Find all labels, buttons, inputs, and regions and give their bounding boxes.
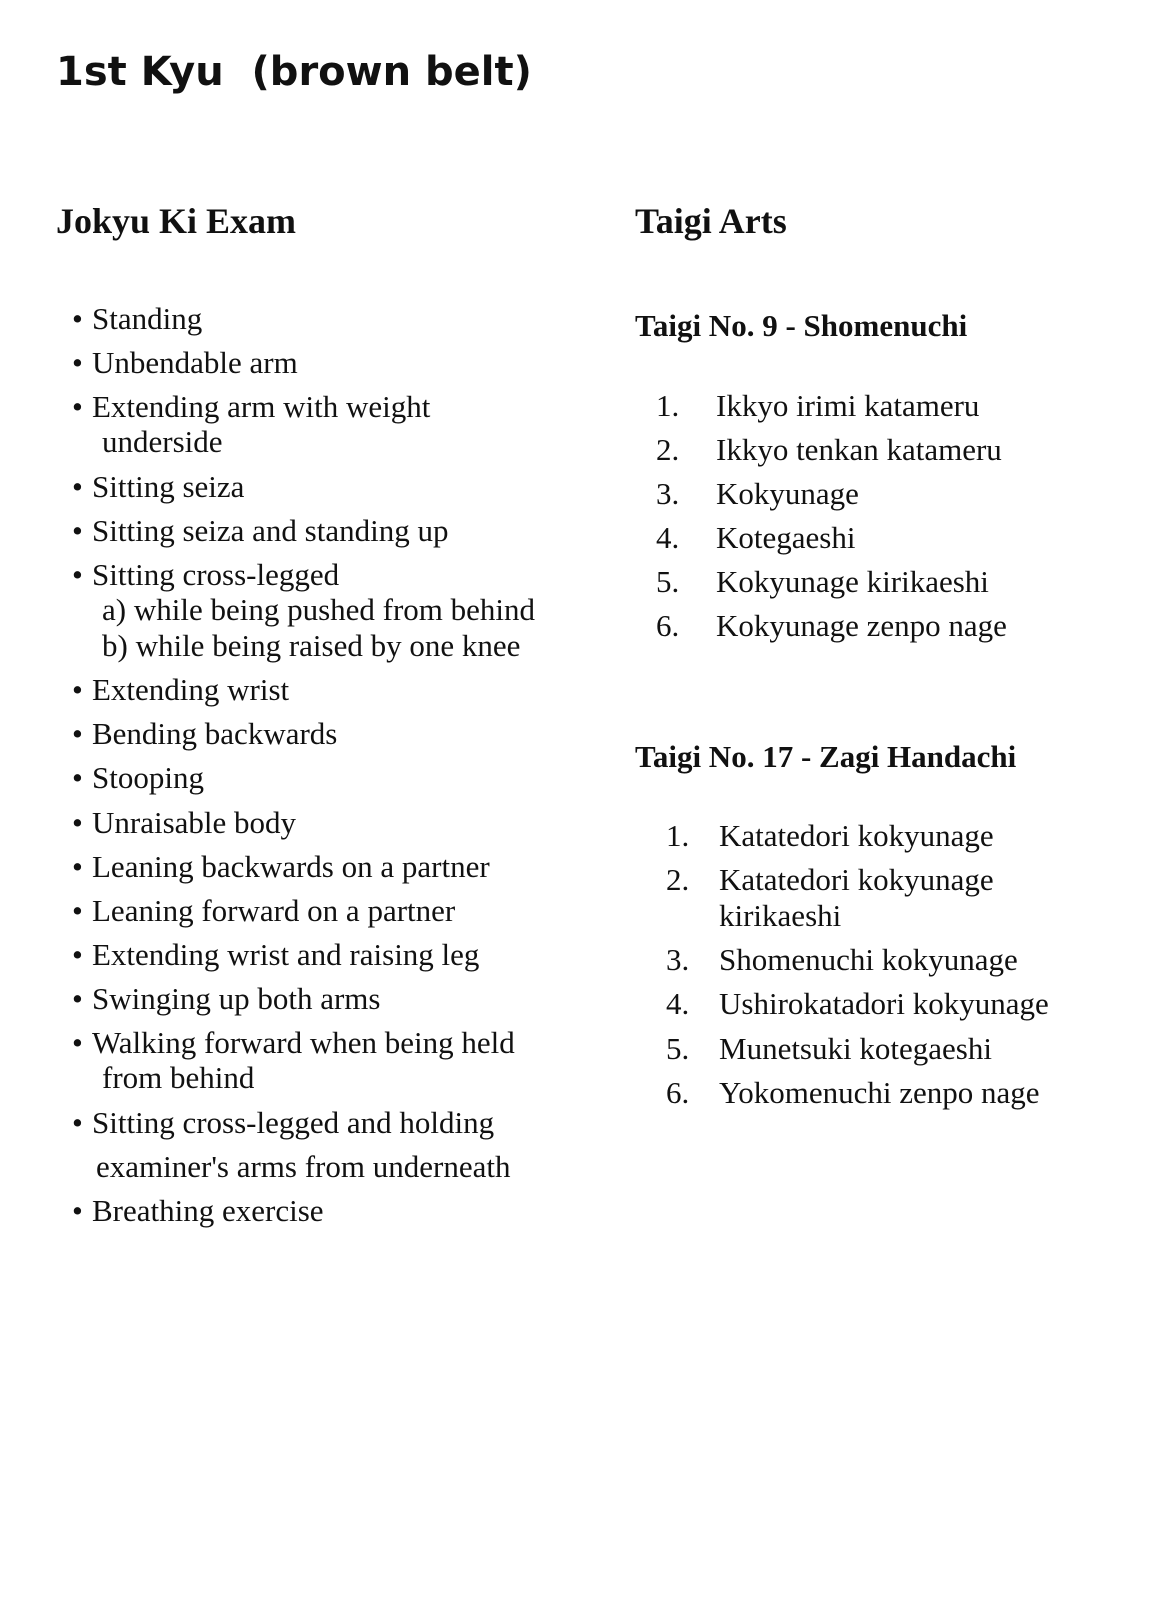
list-item: • Sitting cross-legged and holding [72, 1105, 495, 1140]
list-item-number: 6. [666, 1075, 690, 1110]
list-item-continuation: from behind [102, 1060, 255, 1095]
bullet-icon: • [72, 513, 83, 548]
list-item-number: 5. [656, 564, 680, 599]
list-item: Shomenuchi kokyunage [719, 942, 1018, 977]
list-item: • Bending backwards [72, 716, 338, 751]
bullet-icon: • [72, 981, 83, 1016]
bullet-icon: • [72, 849, 83, 884]
list-item: • Stooping [72, 760, 204, 795]
list-item-number: 6. [656, 608, 680, 643]
list-item-number: 3. [666, 942, 690, 977]
list-item-number: 4. [656, 520, 680, 555]
bullet-icon: • [72, 1025, 83, 1060]
list-item: Kotegaeshi [716, 520, 856, 555]
list-item: Kokyunage [716, 476, 859, 511]
bullet-icon: • [72, 805, 83, 840]
list-item-number: 3. [656, 476, 680, 511]
bullet-icon: • [72, 760, 83, 795]
list-item: • Sitting seiza and standing up [72, 513, 449, 548]
bullet-icon: • [72, 716, 83, 751]
list-item: Munetsuki kotegaeshi [719, 1031, 992, 1066]
list-item-continuation: kirikaeshi [719, 898, 842, 933]
list-item-number: 1. [656, 388, 680, 423]
list-item: • Extending arm with weight [72, 389, 431, 424]
list-item: • Unbendable arm [72, 345, 298, 380]
list-item: • Breathing exercise [72, 1193, 324, 1228]
list-item-continuation: examiner's arms from underneath [96, 1149, 511, 1184]
list-item-number: 2. [666, 862, 690, 897]
list-item: • Standing [72, 301, 203, 336]
bullet-icon: • [72, 469, 83, 504]
list-item: Yokomenuchi zenpo nage [719, 1075, 1040, 1110]
list-item-number: 2. [656, 432, 680, 467]
list-item: Kokyunage kirikaeshi [716, 564, 989, 599]
bullet-icon: • [72, 557, 83, 592]
bullet-icon: • [72, 937, 83, 972]
bullet-icon: • [72, 345, 83, 380]
list-item-continuation: a) while being pushed from behind [102, 592, 536, 627]
list-item: • Sitting cross-legged [72, 557, 340, 592]
list-item: • Leaning forward on a partner [72, 893, 456, 928]
list-item: • Extending wrist and raising leg [72, 937, 480, 972]
list-item-continuation: b) while being raised by one knee [102, 628, 521, 663]
list-item: Ikkyo tenkan katameru [716, 432, 1002, 467]
list-item: • Walking forward when being held [72, 1025, 515, 1060]
taigi-9-heading: Taigi No. 9 - Shomenuchi [635, 308, 968, 343]
list-item: Katatedori kokyunage [719, 862, 994, 897]
list-item-number: 5. [666, 1031, 690, 1066]
bullet-icon: • [72, 893, 83, 928]
jokyu-ki-exam-heading: Jokyu Ki Exam [56, 201, 297, 241]
list-item: Katatedori kokyunage [719, 818, 994, 853]
list-item: • Swinging up both arms [72, 981, 381, 1016]
list-item: • Extending wrist [72, 672, 290, 707]
list-item-number: 4. [666, 986, 690, 1021]
bullet-icon: • [72, 301, 83, 336]
list-item: Ushirokatadori kokyunage [719, 986, 1049, 1021]
list-item: • Unraisable body [72, 805, 297, 840]
bullet-icon: • [72, 389, 83, 424]
list-item-number: 1. [666, 818, 690, 853]
bullet-icon: • [72, 1105, 83, 1140]
list-item: Kokyunage zenpo nage [716, 608, 1007, 643]
list-item: • Leaning backwards on a partner [72, 849, 490, 884]
taigi-arts-heading: Taigi Arts [635, 201, 787, 241]
taigi-17-heading: Taigi No. 17 - Zagi Handachi [635, 739, 1017, 774]
bullet-icon: • [72, 672, 83, 707]
list-item-continuation: underside [102, 424, 223, 459]
list-item: Ikkyo irimi katameru [716, 388, 980, 423]
list-item: • Sitting seiza [72, 469, 245, 504]
bullet-icon: • [72, 1193, 83, 1228]
page-title: 1st Kyu (brown belt) [56, 49, 532, 95]
